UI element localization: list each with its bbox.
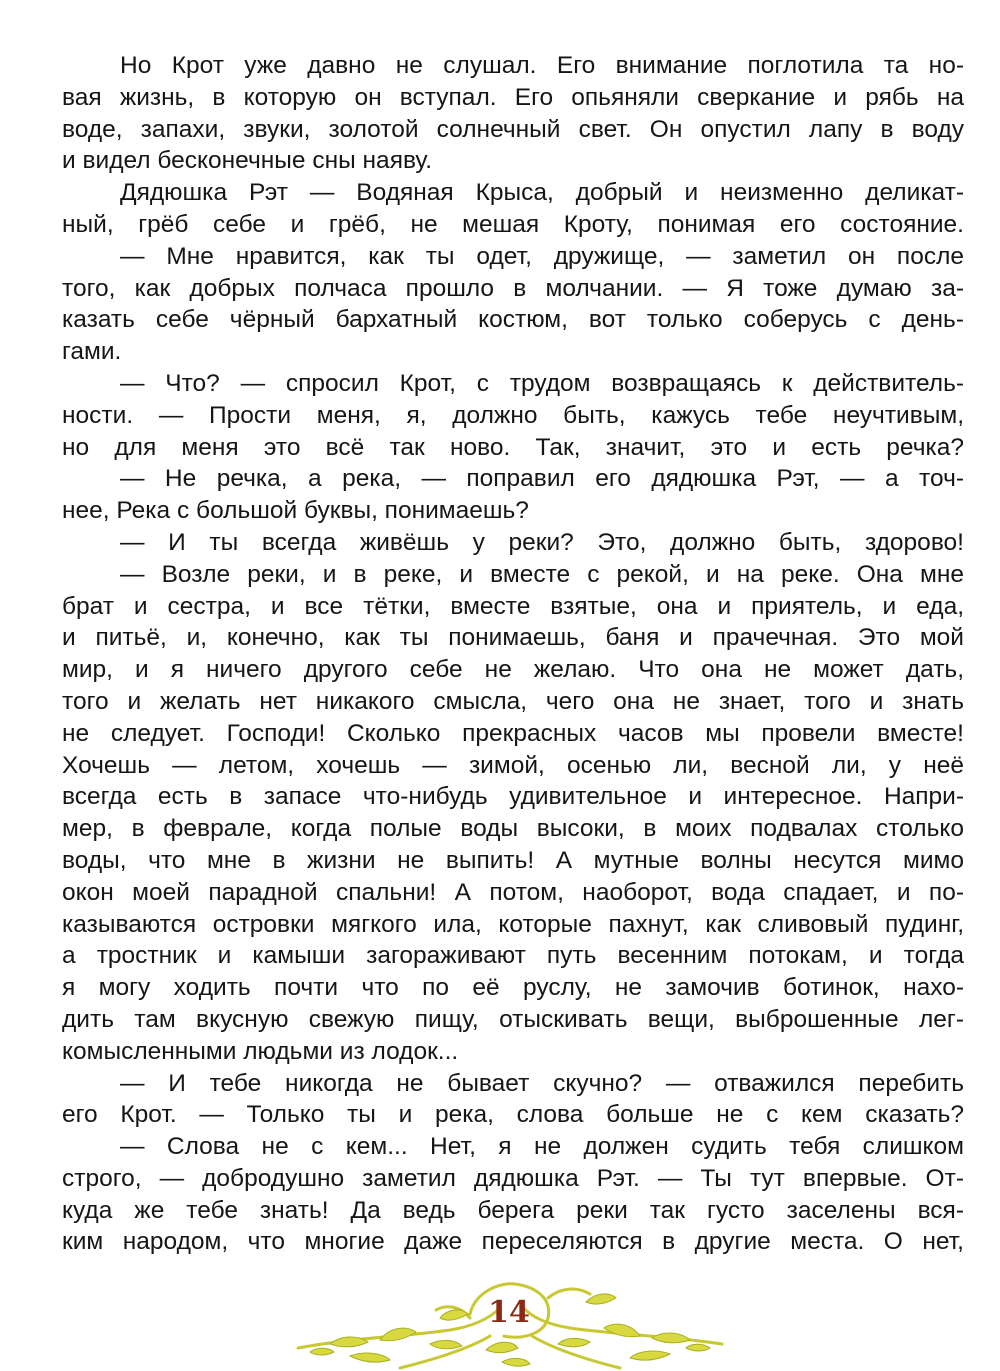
text-line: — Мне нравится, как ты одет, дружище, — заметил он после [120, 242, 964, 270]
text-line: — Возле реки, и в реке, и вместе с рекой, и на реке. Она мне [120, 560, 964, 588]
text-line: воде, запахи, звуки, золотой солнечный свет. Он опустил лапу в воду [62, 115, 964, 143]
text-line: того и желать нет никакого смысла, чего она не знает, того и знать [62, 687, 964, 715]
text-line: его Крот. — Только ты и река, слова больше не с кем сказать? [62, 1101, 964, 1129]
text-line: комысленными людьми из лодок... [62, 1037, 459, 1065]
text-line: — И тебе никогда не бывает скучно? — отважился перебить [120, 1069, 964, 1097]
text-line: мир, и я ничего другого себе не желаю. Что она не может дать, [62, 656, 964, 684]
text-line: и видел бесконечные сны наяву. [62, 147, 433, 175]
text-line: Хочешь — летом, хочешь — зимой, осенью ли, весной ли, у неё [62, 751, 964, 779]
text-line: Дядюшка Рэт — Водяная Крыса, добрый и неизменно деликат- [120, 179, 964, 207]
text-line: — Не речка, а река, — поправил его дядюшка Рэт, — а точ- [120, 465, 964, 493]
text-line: а тростник и камыши загораживают путь весенним потокам, и тогда [62, 942, 964, 970]
text-line: мер, в феврале, когда полые воды высоки, в моих подвалах столько [62, 815, 964, 843]
text-line: — И ты всегда живёшь у реки? Это, должно быть, здорово! [120, 528, 964, 556]
story-text [62, 50, 964, 1258]
text-line: воды, что мне в жизни не выпить! А мутные волны несутся мимо [62, 846, 964, 874]
text-line: ким народом, что многие даже переселяются в другие места. О нет, [62, 1228, 964, 1256]
text-line: всегда есть в запасе что-нибудь удивительное и интересное. Напри- [62, 783, 964, 811]
text-line: вая жизнь, в которую он вступал. Его опьяняли сверкание и рябь на [62, 83, 964, 111]
text-line: гами. [62, 338, 122, 366]
text-line: я могу ходить почти что по её руслу, не замочив ботинок, нахо- [62, 974, 964, 1002]
text-line: нее, Река с большой буквы, понимаешь? [62, 497, 529, 525]
text-line: строго, — добродушно заметил дядюшка Рэт. — Ты тут впервые. От- [62, 1164, 964, 1192]
text-line: того, как добрых полчаса прошло в молчании. — Я тоже думаю за- [62, 274, 964, 302]
text-line: ный, грёб себе и грёб, не мешая Кроту, понимая его состояние. [62, 210, 964, 238]
text-line: Но Крот уже давно не слушал. Его внимание поглотила та но- [120, 52, 964, 79]
text-line: ности. — Прости меня, я, должно быть, кажусь тебе неучтивым, [62, 401, 964, 429]
text-line: куда же тебе знать! Да ведь берега реки так густо заселены вся- [62, 1196, 964, 1224]
text-line: и питьё, и, конечно, как ты понимаешь, баня и прачечная. Это мой [62, 624, 964, 652]
text-line: но для меня это всё так ново. Так, значит, это и есть речка? [62, 433, 964, 461]
text-line: дить там вкусную свежую пищу, отыскивать вещи, выброшенные лег- [62, 1005, 964, 1033]
text-line: — Что? — спросил Крот, с трудом возвращаясь к действитель- [120, 369, 964, 397]
page-number: 14 [488, 1295, 530, 1330]
text-line: — Слова не с кем... Нет, я не должен судить тебя слишком [120, 1133, 964, 1161]
text-line: брат и сестра, и все тётки, вместе взятые, она и приятель, и еда, [62, 592, 964, 620]
page-footer [290, 1278, 730, 1371]
text-line: казать себе чёрный бархатный костюм, вот только соберусь с день- [62, 306, 964, 334]
text-line: не следует. Господи! Сколько прекрасных часов мы провели вместе! [62, 719, 964, 747]
vine-ornament-icon [290, 1278, 730, 1371]
text-line: окон моей парадной спальни! А потом, наоборот, вода спадает, и по- [62, 878, 964, 906]
text-line: казываются островки мягкого ила, которые пахнут, как сливовый пудинг, [62, 910, 964, 938]
